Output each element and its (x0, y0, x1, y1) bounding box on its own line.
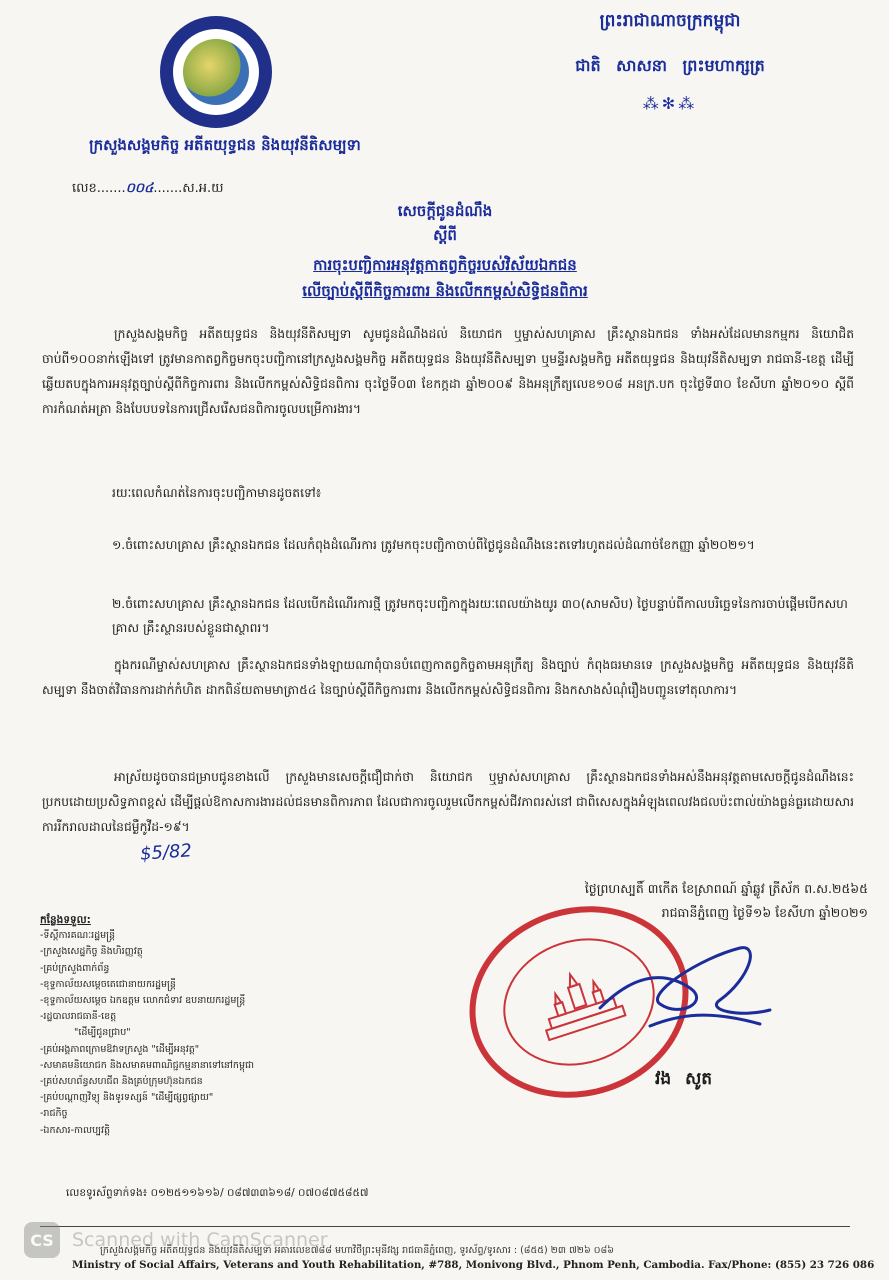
list-item: -ខុទ្ទកាល័យសម្តេចតេជោនាយករដ្ឋមន្ត្រី (40, 978, 176, 990)
scanner-watermark (24, 1222, 328, 1258)
list-item: -ឯកសារ-កាលប្បវត្តិ (40, 1124, 110, 1136)
document-title (150, 202, 740, 304)
ministry-logo (160, 16, 272, 128)
paragraph-intro: ក្រសួងសង្គមកិច្ច អតីតយុទ្ធជន និងយុវនីតិសម្បទា សូមជូនដំណឹងដល់ និយោជក ឬម្ចាស់សហគ្រាស គ្រឹះស្ថានឯកជន ទាំងអស់ដែលមានកម្មករ និយោជិតចាប់ពី១០០នាក់ឡើងទៅ ត្រូវមានកាតព្វកិច្ចមកចុះបញ្ជិកានៅក្រសួងសង្គមកិច្ច អតីតយុទ្ធជន និងយុវនីតិសម្បទា ឬមន្ទីរសង្គមកិច្ច អតីតយុទ្ធជន និងយុវនីតិសម្បទា រាជធានី-ខេត្ត ដើម្បីឆ្លើយតបក្នុងការអនុវត្តច្បាប់ស្តីពីកិច្ចការពារ និងលើកកម្ពស់សិទ្ធិជនពិការ ចុះថ្ងៃទី០៣ ខែកក្កដា ឆ្នាំ២០០៩ និងអនុក្រឹត្យលេខ១០៨ អនក្រ.បក ចុះថ្ងៃទី៣០ ខែសីហា ឆ្នាំ២០១០ ស្តីពីការកំណត់អត្រា និងបែបបទនៃការជ្រើសរើសជនពិការចូលបម្រើការងារ។ (42, 327, 854, 416)
logo-emblem-icon (183, 39, 249, 105)
list-item: ២.ចំពោះសហគ្រាស គ្រឹះស្ថានឯកជន ដែលបើកដំណើរការថ្មី ត្រូវមកចុះបញ្ជិកាក្នុងរយៈពេលយ៉ាងយូរ ៣០(សាមសិប) ថ្ងៃបន្ទាប់ពីកាលបរិច្ឆេទនៃការចាប់ផ្តើមបើកសហគ្រាស គ្រឹះស្ថានរបស់ខ្លួនជាស្ថាពរ។ (112, 597, 848, 635)
list-item: -សមាគមនិយោជក និងសមាគមពាណិជ្ជកម្មនានាទៅនៅកម្ពុជា (40, 1059, 255, 1071)
reference-number-value: ០០៤ (125, 181, 154, 196)
kingdom-name: ព្រះរាជាណាចក្រកម្ពុជា (599, 11, 741, 31)
contact-phones: លេខទូរស័ព្ទទាក់ទង៖ ០១២៥១១៦១៦/ ០៨៧៣៣៦១៨/ ០៧០៨៧៥៨៥៧ (66, 1187, 369, 1199)
list-item: -ខុទ្ទកាល័យសម្តេច ឯកឧត្តម លោកជំទាវ ឧបនាយករដ្ឋមន្ត្រី (40, 995, 246, 1007)
list-item: -គ្រប់បណ្តាញវិទ្យុ និងទូរទស្សន៍ "ដើម្បីផ្សព្វផ្សាយ" (40, 1092, 214, 1104)
paragraph-penalty: ក្នុងករណីម្ចាស់សហគ្រាស គ្រឹះស្ថានឯកជនទាំងឡាយណាពុំបានបំពេញកាតព្វកិច្ចតាមអនុក្រឹត្យ និងច្បាប់ កំពុងធរមានទេ ក្រសួងសង្គមកិច្ច អតីតយុទ្ធជន និងយុវនីតិសម្បទា នឹងចាត់វិធានការដាក់កំហិត ដាកពិន័យតាមមាត្រា៥៤ នៃច្បាប់ស្តីពីកិច្ចការពារ និងលើកកម្ពស់សិទ្ធិជនពិការ និងកសាងសំណុំរឿងបញ្ជូនទៅតុលាការ។ (42, 658, 854, 697)
title-line-3: ការចុះបញ្ជិការអនុវត្តកាតព្វកិច្ចរបស់វិស័យឯកជន (313, 256, 577, 274)
period-heading: រយៈពេលកំណត់នៃការចុះបញ្ជិកាមានដូចតទៅ៖ (112, 486, 322, 500)
paragraph-closing: អាស្រ័យដូចបានជម្រាបជូនខាងលើ ក្រសួងមានសេចក្តីជឿជាក់ថា និយោជក ឬម្ចាស់សហគ្រាស គ្រឹះស្ថានឯកជនទាំងអស់នឹងអនុវត្តតាមសេចក្តីជូនដំណឹងនេះប្រកបដោយប្រសិទ្ធភាពខ្ពស់ ដើម្បីផ្តល់ឱកាសការងារដល់ជនមានពិការភាព ដែលជាការចូលរួមលើកកម្ពស់ជីវភាពរស់នៅ ជាពិសេសក្នុងអំឡុងពេលវងជលប៉ះពាល់យ៉ាងធ្ងន់ធ្ងរដោយសារការរីករាលដាលនៃជម្ងឺកូវីដ-១៩។ (42, 770, 854, 834)
kingdom-header (555, 10, 785, 79)
lunar-date: ថ្ងៃព្រហស្បតិ៍ ៣កើត ខែស្រាពណ៍ ឆ្នាំឆ្លូវ ត្រីស័ក ព.ស.២៥៦៥ (584, 881, 868, 896)
list-item: -ក្រសួងសេដ្ឋកិច្ច និងហិរញ្ញវត្ថុ (40, 946, 143, 958)
list-item: ១.ចំពោះសហគ្រាស គ្រឹះស្ថានឯកជន ដែលកំពុងដំណើរការ ត្រូវមកចុះបញ្ជិកាចាប់ពីថ្ងៃជូនដំណឹងនេះតទៅរហូតដល់ដំណាច់ខែកញ្ញា ឆ្នាំ២០២១។ (112, 538, 755, 552)
list-item: -រាជកិច្ច (40, 1108, 68, 1120)
solar-date: រាជធានីភ្នំពេញ ថ្ងៃទី១៦ ខែសីហា ឆ្នាំ២០២១ (661, 905, 868, 920)
list-item: -គ្រប់ក្រសួងពាក់ព័ន្ធ (40, 962, 110, 974)
signer-name: វង សូត (655, 1069, 713, 1089)
title-line-2: ស្តីពី (433, 226, 457, 244)
watermark-text: Scanned with CamScanner (72, 1229, 328, 1251)
list-item: -គ្រប់អង្គភាពក្រោមឱវាទក្រសួង "ដើម្បីអនុវត្ត" (40, 1043, 200, 1055)
ministry-name: ក្រសួងសង្គមកិច្ច អតីតយុទ្ធជន និងយុវនីតិសម្បទា (89, 136, 361, 154)
footer-address-khmer: ក្រសួងសង្គមកិច្ច អតីតយុទ្ធជន និងយុវនីតិសម្បទា អគារលេខ៧៨៨ មហាវិថីព្រះមុនីវង្ស រាជធានីភ្នំពេញ, ទូរស័ព្ទ/ទូរសារ : (៨៥៥) ២៣ ៧២៦ ០៨៦ (100, 1245, 614, 1256)
date-block (428, 878, 868, 924)
national-motto: ជាតិ សាសនា ព្រះមហាក្សត្រ (575, 56, 765, 75)
title-line-4: លើច្បាប់ស្តីពីកិច្ចការពារ និងលើកកម្ពស់សិទ្ធិជនពិការ (302, 282, 588, 300)
camscanner-icon: CS (24, 1222, 60, 1258)
reference-number: លេខ.......០០៤.......ស.អ.យ (72, 181, 224, 196)
handwritten-note: $5/82 (139, 840, 193, 865)
list-item: -ទីស្តីការគណៈរដ្ឋមន្ត្រី (40, 930, 116, 942)
footer-address-english: Ministry of Social Affairs, Veterans and Youth Rehabilitation, #788, Monivong Blvd., Phnom Penh, Cambodia. Fax/Phone: (855) 23 726 086 (72, 1259, 875, 1271)
title-line-1: សេចក្តីជូនដំណឹង (397, 202, 493, 220)
recipients-list (40, 912, 370, 1139)
list-item: -គ្រប់សហព័ន្ធសហជីព និងគ្រប់ក្រុមហ៊ុនឯកជន (40, 1076, 203, 1088)
list-item: "ដើម្បីជូនជ្រាប" (74, 1027, 131, 1039)
ornament-icon: ⁂✻⁂ (642, 94, 698, 113)
recipients-heading: កន្លែងទទួល: (40, 914, 91, 926)
signature (590, 938, 780, 1048)
list-item: -រដ្ឋបាលរាជធានី-ខេត្ត (40, 1011, 117, 1023)
